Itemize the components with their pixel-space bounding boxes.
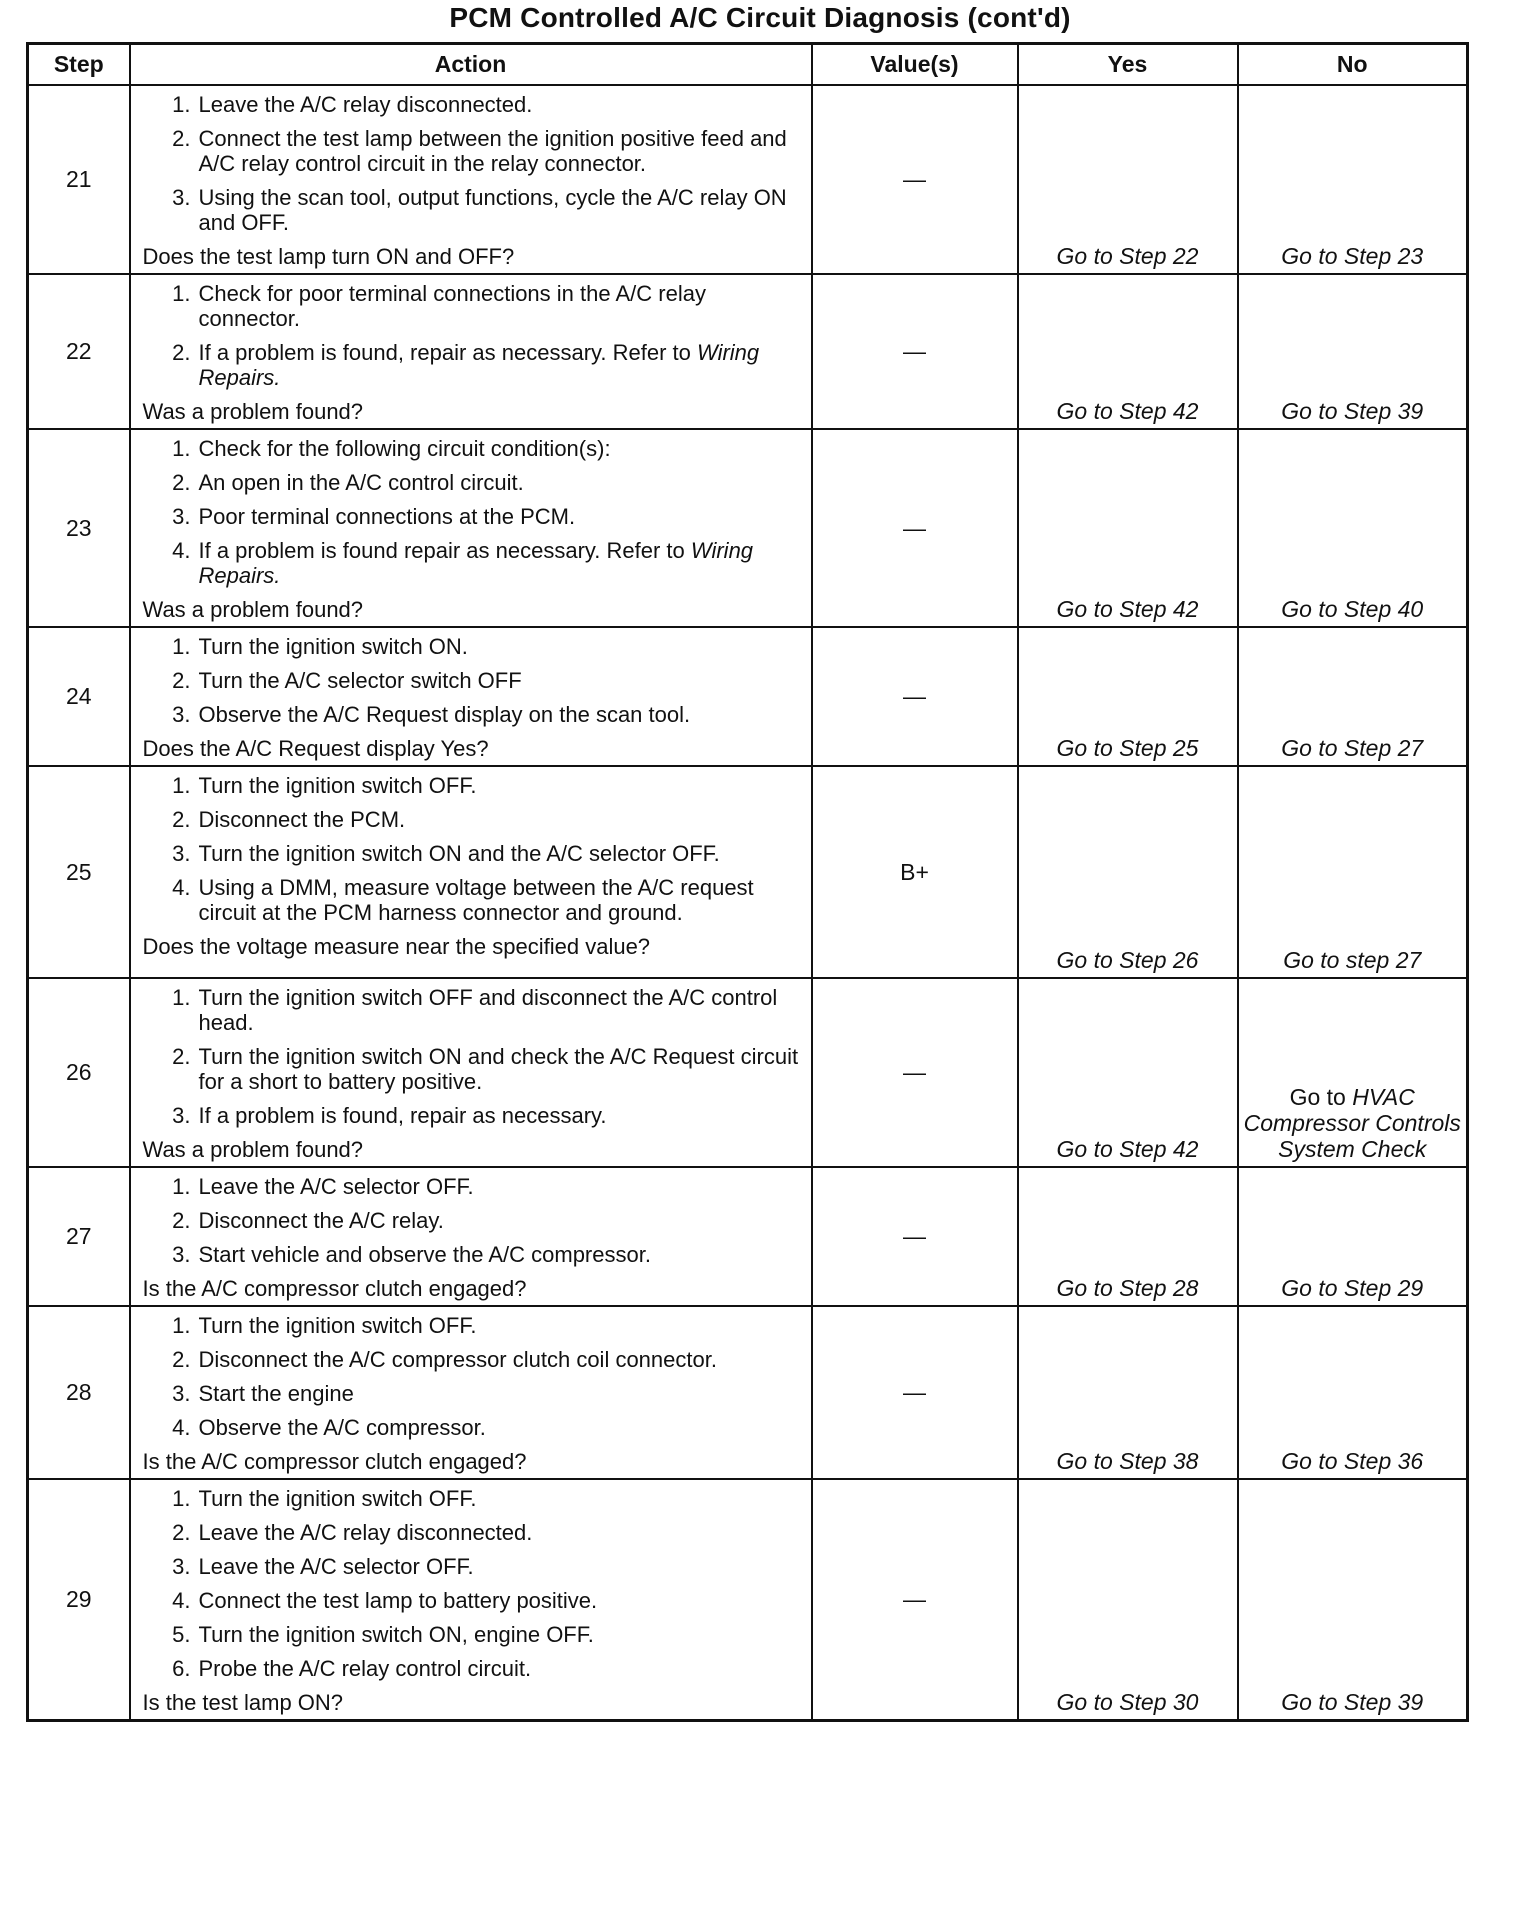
action-cell <box>130 274 812 429</box>
reference-link[interactable]: Wiring Repairs. <box>198 340 760 390</box>
action-step-number: 3. <box>172 702 191 727</box>
action-question: Does the A/C Request display Yes? <box>142 736 489 761</box>
action-step <box>143 985 803 1035</box>
action-step <box>143 340 803 390</box>
action-question: Is the A/C compressor clutch engaged? <box>142 1449 527 1474</box>
action-step <box>143 1415 803 1440</box>
action-steps <box>143 985 803 1128</box>
action-step <box>143 504 803 529</box>
table-row <box>28 1306 1468 1479</box>
value-cell: — <box>812 978 1018 1167</box>
table-row <box>28 766 1468 978</box>
step-number: 21 <box>28 85 130 274</box>
yes-goto[interactable]: Go to Step 28 <box>1018 1167 1238 1306</box>
action-step <box>143 185 803 235</box>
action-step <box>143 668 803 693</box>
action-step-number: 6. <box>172 1656 191 1681</box>
action-cell <box>130 627 812 766</box>
action-cell <box>130 978 812 1167</box>
action-step <box>143 126 803 176</box>
action-step <box>143 1313 803 1338</box>
no-goto[interactable]: Go to Step 23 <box>1238 85 1468 274</box>
action-step <box>143 436 803 461</box>
action-step-number: 3. <box>172 841 191 866</box>
no-goto[interactable]: Go to Step 40 <box>1238 429 1468 627</box>
table-row <box>28 1167 1468 1306</box>
reference-link[interactable]: Wiring Repairs. <box>198 538 754 588</box>
action-step <box>143 702 803 727</box>
action-step <box>143 773 803 798</box>
table-row <box>28 627 1468 766</box>
action-step <box>143 875 803 925</box>
no-goto[interactable] <box>1238 978 1468 1167</box>
action-cell <box>130 1167 812 1306</box>
action-step-number: 3. <box>172 1554 191 1579</box>
action-steps <box>143 773 803 925</box>
action-step-number: 4. <box>172 1588 191 1613</box>
action-step-text: Leave the A/C relay disconnected. <box>198 92 533 117</box>
value-cell: B+ <box>812 766 1018 978</box>
action-step-text: Disconnect the A/C relay. <box>198 1208 444 1233</box>
step-number: 23 <box>28 429 130 627</box>
header-row <box>28 44 1468 86</box>
action-step-text: Check for poor terminal connections in the A/C relay connector. <box>198 281 706 331</box>
header-action: Action <box>130 44 812 86</box>
action-step-number: 1. <box>172 1486 191 1511</box>
action-step-number: 1. <box>172 281 191 306</box>
action-step-number: 4. <box>172 875 191 900</box>
action-step <box>143 1656 803 1681</box>
action-step-text: Observe the A/C compressor. <box>198 1415 486 1440</box>
action-step <box>143 1103 803 1128</box>
action-steps <box>143 1174 803 1267</box>
header-values: Value(s) <box>812 44 1018 86</box>
action-steps <box>143 634 803 727</box>
action-step-text: Connect the test lamp between the ignition positive feed and A/C relay control circuit in the relay connector. <box>198 126 787 176</box>
action-step-text: Turn the ignition switch ON, engine OFF. <box>198 1622 594 1647</box>
action-step-text: Start the engine <box>198 1381 354 1406</box>
action-step-text: Turn the ignition switch ON and the A/C selector OFF. <box>198 841 720 866</box>
no-goto[interactable]: Go to step 27 <box>1238 766 1468 978</box>
action-step-text: Turn the ignition switch OFF and disconnect the A/C control head. <box>198 985 778 1035</box>
action-step-number: 1. <box>172 1174 191 1199</box>
action-step-number: 1. <box>172 92 191 117</box>
action-cell <box>130 85 812 274</box>
action-step-number: 2. <box>172 470 191 495</box>
action-steps <box>143 92 803 235</box>
action-question: Was a problem found? <box>142 399 364 424</box>
action-step-text: Using a DMM, measure voltage between the A/C request circuit at the PCM harness connector and ground. <box>198 875 754 925</box>
step-number: 27 <box>28 1167 130 1306</box>
action-step-number: 3. <box>172 1381 191 1406</box>
value-cell: — <box>812 274 1018 429</box>
action-step-text: An open in the A/C control circuit. <box>198 470 524 495</box>
action-step <box>143 634 803 659</box>
yes-goto[interactable]: Go to Step 25 <box>1018 627 1238 766</box>
action-step-text: If a problem is found, repair as necessary. <box>198 1103 607 1128</box>
no-goto-prefix: Go to <box>1289 1084 1353 1110</box>
action-step <box>143 1554 803 1579</box>
action-step-text: Connect the test lamp to battery positive. <box>198 1588 598 1613</box>
yes-goto[interactable]: Go to Step 42 <box>1018 978 1238 1167</box>
page-title: PCM Controlled A/C Circuit Diagnosis (cont'd) <box>449 2 1071 33</box>
no-goto[interactable]: Go to Step 36 <box>1238 1306 1468 1479</box>
action-step-number: 2. <box>172 340 191 365</box>
step-number: 24 <box>28 627 130 766</box>
value-cell: — <box>812 1306 1018 1479</box>
action-step <box>143 807 803 832</box>
yes-goto[interactable]: Go to Step 42 <box>1018 429 1238 627</box>
value-cell: — <box>812 1479 1018 1721</box>
step-number: 22 <box>28 274 130 429</box>
no-goto[interactable]: Go to Step 39 <box>1238 1479 1468 1721</box>
action-step-number: 2. <box>172 668 191 693</box>
action-step <box>143 1174 803 1199</box>
action-step-text: Using the scan tool, output functions, cycle the A/C relay ON and OFF. <box>198 185 787 235</box>
action-step-text: Turn the ignition switch OFF. <box>198 1486 477 1511</box>
header-no: No <box>1238 44 1468 86</box>
action-step <box>143 841 803 866</box>
table-row <box>28 1479 1468 1721</box>
action-step-text: Turn the A/C selector switch OFF <box>198 668 522 693</box>
action-steps <box>143 1486 803 1681</box>
yes-goto[interactable]: Go to Step 26 <box>1018 766 1238 978</box>
action-step-number: 4. <box>172 1415 191 1440</box>
action-step-number: 2. <box>172 1208 191 1233</box>
table-row <box>28 274 1468 429</box>
action-step <box>143 1208 803 1233</box>
table-row <box>28 978 1468 1167</box>
action-step-number: 5. <box>172 1622 191 1647</box>
step-number: 26 <box>28 978 130 1167</box>
action-step <box>143 92 803 117</box>
yes-goto[interactable]: Go to Step 38 <box>1018 1306 1238 1479</box>
action-step-text: Start vehicle and observe the A/C compressor. <box>198 1242 651 1267</box>
action-step-text: Leave the A/C selector OFF. <box>198 1554 474 1579</box>
step-number: 29 <box>28 1479 130 1721</box>
action-step-number: 1. <box>172 436 191 461</box>
yes-goto[interactable]: Go to Step 22 <box>1018 85 1238 274</box>
action-step <box>143 281 803 331</box>
action-question: Was a problem found? <box>142 597 364 622</box>
action-step-number: 2. <box>172 807 191 832</box>
action-cell <box>130 766 812 978</box>
no-goto-link[interactable]: HVAC Compressor Controls System Check <box>1243 1084 1461 1162</box>
action-cell <box>130 1306 812 1479</box>
action-step-text: Leave the A/C selector OFF. <box>198 1174 474 1199</box>
action-step-text: Check for the following circuit condition(s): <box>198 436 611 461</box>
action-steps <box>143 281 803 390</box>
action-step-text: If a problem is found repair as necessary. Refer to Wiring Repairs. <box>198 538 754 588</box>
yes-goto[interactable]: Go to Step 42 <box>1018 274 1238 429</box>
action-step-number: 2. <box>172 1044 191 1069</box>
action-step-text: If a problem is found, repair as necessary. Refer to Wiring Repairs. <box>198 340 760 390</box>
table-row <box>28 429 1468 627</box>
action-step-text: Turn the ignition switch ON. <box>198 634 468 659</box>
no-goto[interactable]: Go to Step 29 <box>1238 1167 1468 1306</box>
action-step <box>143 1242 803 1267</box>
action-question: Was a problem found? <box>142 1137 364 1162</box>
action-step-text: Turn the ignition switch OFF. <box>198 1313 477 1338</box>
action-step <box>143 1520 803 1545</box>
step-number: 25 <box>28 766 130 978</box>
action-step <box>143 1486 803 1511</box>
action-step-number: 3. <box>172 1242 191 1267</box>
no-goto[interactable]: Go to Step 27 <box>1238 627 1468 766</box>
action-step <box>143 1347 803 1372</box>
action-step <box>143 1622 803 1647</box>
value-cell: — <box>812 429 1018 627</box>
header-step: Step <box>28 44 130 86</box>
action-step-number: 1. <box>172 985 191 1010</box>
no-goto[interactable]: Go to Step 39 <box>1238 274 1468 429</box>
action-step-number: 2. <box>172 1520 191 1545</box>
action-step-text: Probe the A/C relay control circuit. <box>198 1656 532 1681</box>
action-step-number: 3. <box>172 1103 191 1128</box>
action-step-text: Disconnect the PCM. <box>198 807 406 832</box>
yes-goto[interactable]: Go to Step 30 <box>1018 1479 1238 1721</box>
action-step-text: Disconnect the A/C compressor clutch coil connector. <box>198 1347 717 1372</box>
action-question: Is the A/C compressor clutch engaged? <box>142 1276 527 1301</box>
action-step-number: 1. <box>172 634 191 659</box>
action-question: Does the test lamp turn ON and OFF? <box>142 244 515 269</box>
action-step-number: 2. <box>172 126 191 151</box>
action-step-text: Observe the A/C Request display on the scan tool. <box>198 702 691 727</box>
action-step-text: Leave the A/C relay disconnected. <box>198 1520 533 1545</box>
action-steps <box>143 436 803 588</box>
value-cell: — <box>812 627 1018 766</box>
value-cell: — <box>812 85 1018 274</box>
action-cell <box>130 1479 812 1721</box>
action-step-number: 1. <box>172 773 191 798</box>
action-step <box>143 1588 803 1613</box>
action-step <box>143 470 803 495</box>
header-yes: Yes <box>1018 44 1238 86</box>
no-goto-reference[interactable] <box>1243 1084 1463 1162</box>
action-step-number: 3. <box>172 185 191 210</box>
action-step-number: 2. <box>172 1347 191 1372</box>
action-step <box>143 1381 803 1406</box>
action-step-number: 4. <box>172 538 191 563</box>
action-step <box>143 1044 803 1094</box>
action-question: Does the voltage measure near the specified value? <box>142 934 651 959</box>
action-step-text: Turn the ignition switch ON and check the A/C Request circuit for a short to battery positive. <box>198 1044 799 1094</box>
action-step-text: Poor terminal connections at the PCM. <box>198 504 576 529</box>
action-step-number: 3. <box>172 504 191 529</box>
diagnosis-table <box>26 42 1469 1722</box>
action-step-number: 1. <box>172 1313 191 1338</box>
action-cell <box>130 429 812 627</box>
action-steps <box>143 1313 803 1440</box>
action-question: Is the test lamp ON? <box>142 1690 344 1715</box>
step-number: 28 <box>28 1306 130 1479</box>
action-step <box>143 538 803 588</box>
action-step-text: Turn the ignition switch OFF. <box>198 773 477 798</box>
table-row <box>28 85 1468 274</box>
value-cell: — <box>812 1167 1018 1306</box>
